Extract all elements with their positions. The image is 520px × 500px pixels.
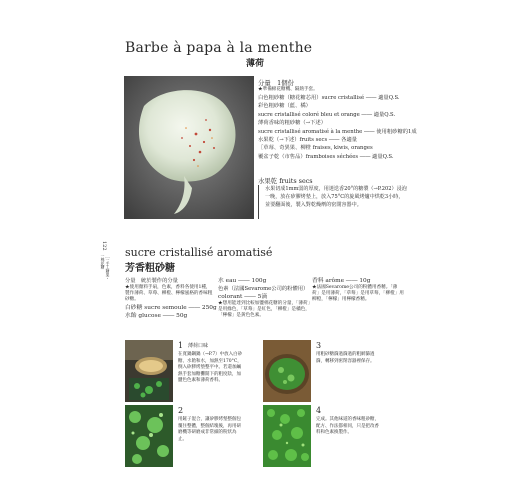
step-3-number: 3 <box>316 341 322 350</box>
step-1-title: 薄荷口味 <box>188 343 209 349</box>
ingredient-line: 彩色粗砂糖（藍、橘） <box>258 103 311 110</box>
ingredient-line: sucre cristallisé coloré bleu et orange ―― 適量Q.S. <box>258 111 396 118</box>
step-3-photo <box>263 340 311 402</box>
recipe-title-chinese: 薄荷 <box>246 59 265 69</box>
step-4-photo <box>263 405 311 467</box>
dried-fruit-title: 水果乾 fruits secs <box>258 177 313 185</box>
column-note: ★法國Sevarome公司的粉體用香精。「薄荷」是用薄荷，「草莓」是用草莓，「柳橙」用柳橙，「檸檬」用檸檬香精。 <box>312 285 404 303</box>
ingredient-line: sucre cristallisé aromatisé à la menthe ―― 使用粗砂糖的1成 <box>258 128 417 135</box>
chapter-tab-label: ［一手工糖果・一棉花糖 <box>101 254 111 281</box>
page-number: 122 <box>101 241 107 251</box>
cotton-candy-photo <box>124 76 254 219</box>
ingredients-column-2 <box>218 277 310 320</box>
servings-label: 分量 1個份 <box>258 79 295 87</box>
ingredient-line: 水飴 glucose ―― 50g <box>125 312 188 319</box>
ingredients-column-1 <box>125 277 215 320</box>
recipe-ingredients <box>258 79 417 161</box>
column-note: ★使用顏料手扇，色素，香料各使用1種，製作薄荷、草莓、柳橙、檸檬風格的香味粗砂糖。 <box>125 285 213 303</box>
ingredient-line: colorant ―― 5滴 <box>218 294 268 300</box>
step-2-photo <box>125 405 173 467</box>
step-1-text: 在寬鍋鋼鍋（→P.7）中放入白砂糖、水飴和水，加熱至170°C，倒入矽膠烤墊整平中。若還加鹹熱手套加糖攤開下的粗度陰，加鹽色色素和薄荷香料。 <box>178 352 243 384</box>
step-3-text: 用粗砂糖篩過篩過的粗網篩過篩，轉移到密閉容器裡保存。 <box>316 352 375 364</box>
ingredient-line: 薄荷香味的粗砂糖（→下述） <box>258 120 327 127</box>
ingredient-line: 白色粗砂糖（糖花糖芯用）sucre cristallisé ―― 適量Q.S. <box>258 94 400 101</box>
section-title-chinese: 芳香粗砂糖 <box>125 263 175 274</box>
page-side-tab <box>101 241 109 281</box>
ingredient-line: 水果乾（→下述）fruits secs ―― 各適量 <box>258 136 358 143</box>
column-note: ★想用能達到比較加鹽棉花糖的分量，「薄荷」是用綠色，「草莓」是紅色，「柳橙」是橘色，「檸檬」是黃色色素。 <box>218 301 310 319</box>
recipe-note: ★準備棉花糖機、隔熱手套。 <box>258 87 318 93</box>
servings-label: 分量 統於製作的分量 <box>125 278 178 284</box>
section-title-french: sucre cristallisé aromatisé <box>125 246 273 259</box>
ingredient-line: 覆盆子乾（市售品）framboises séchées ―― 適量Q.S. <box>258 153 394 160</box>
dried-fruit-instructions: 水果切成1mm弱的厚度，用迷迭香20°的糖漿（→P.202）浸泡一晚，放在矽膠烤墊上，放入75°C的旋風烤爐中烘乾3小時，並要翻面後，製入對乾燥劑的密閉容器中。 <box>258 185 408 219</box>
step-2-text: 用鏟子混合，讓矽膠烤墊整個包覆住整體，整個結塊後，再用研磨機等研磨成非常細的粉狀為止。 <box>178 417 241 442</box>
step-4-number: 4 <box>316 406 322 415</box>
ingredients-column-3 <box>312 277 404 304</box>
recipe-title-french: Barbe à papa à la menthe <box>125 40 313 56</box>
ingredient-line: 香料 arôme ―― 10g <box>312 278 371 284</box>
step-4-text: 完成。其他味道的香味粗砂糖，配方、作法都相同，只是把改香料和色素換製作。 <box>316 417 379 436</box>
ingredient-line: 水 eau ―― 100g <box>218 278 267 284</box>
ingredient-line: 白砂糖 sucre semoule ―― 250g <box>125 304 217 311</box>
ingredient-line: ［草莓、奇異果、柳橙 fraises, kiwis, oranges <box>258 145 373 152</box>
ingredient-line: 色素（法國Sevarome公司的粉體用） <box>218 286 309 292</box>
step-2-number: 2 <box>178 406 184 415</box>
step-1-number: 1 <box>178 341 184 350</box>
step-1-photo <box>125 340 173 402</box>
